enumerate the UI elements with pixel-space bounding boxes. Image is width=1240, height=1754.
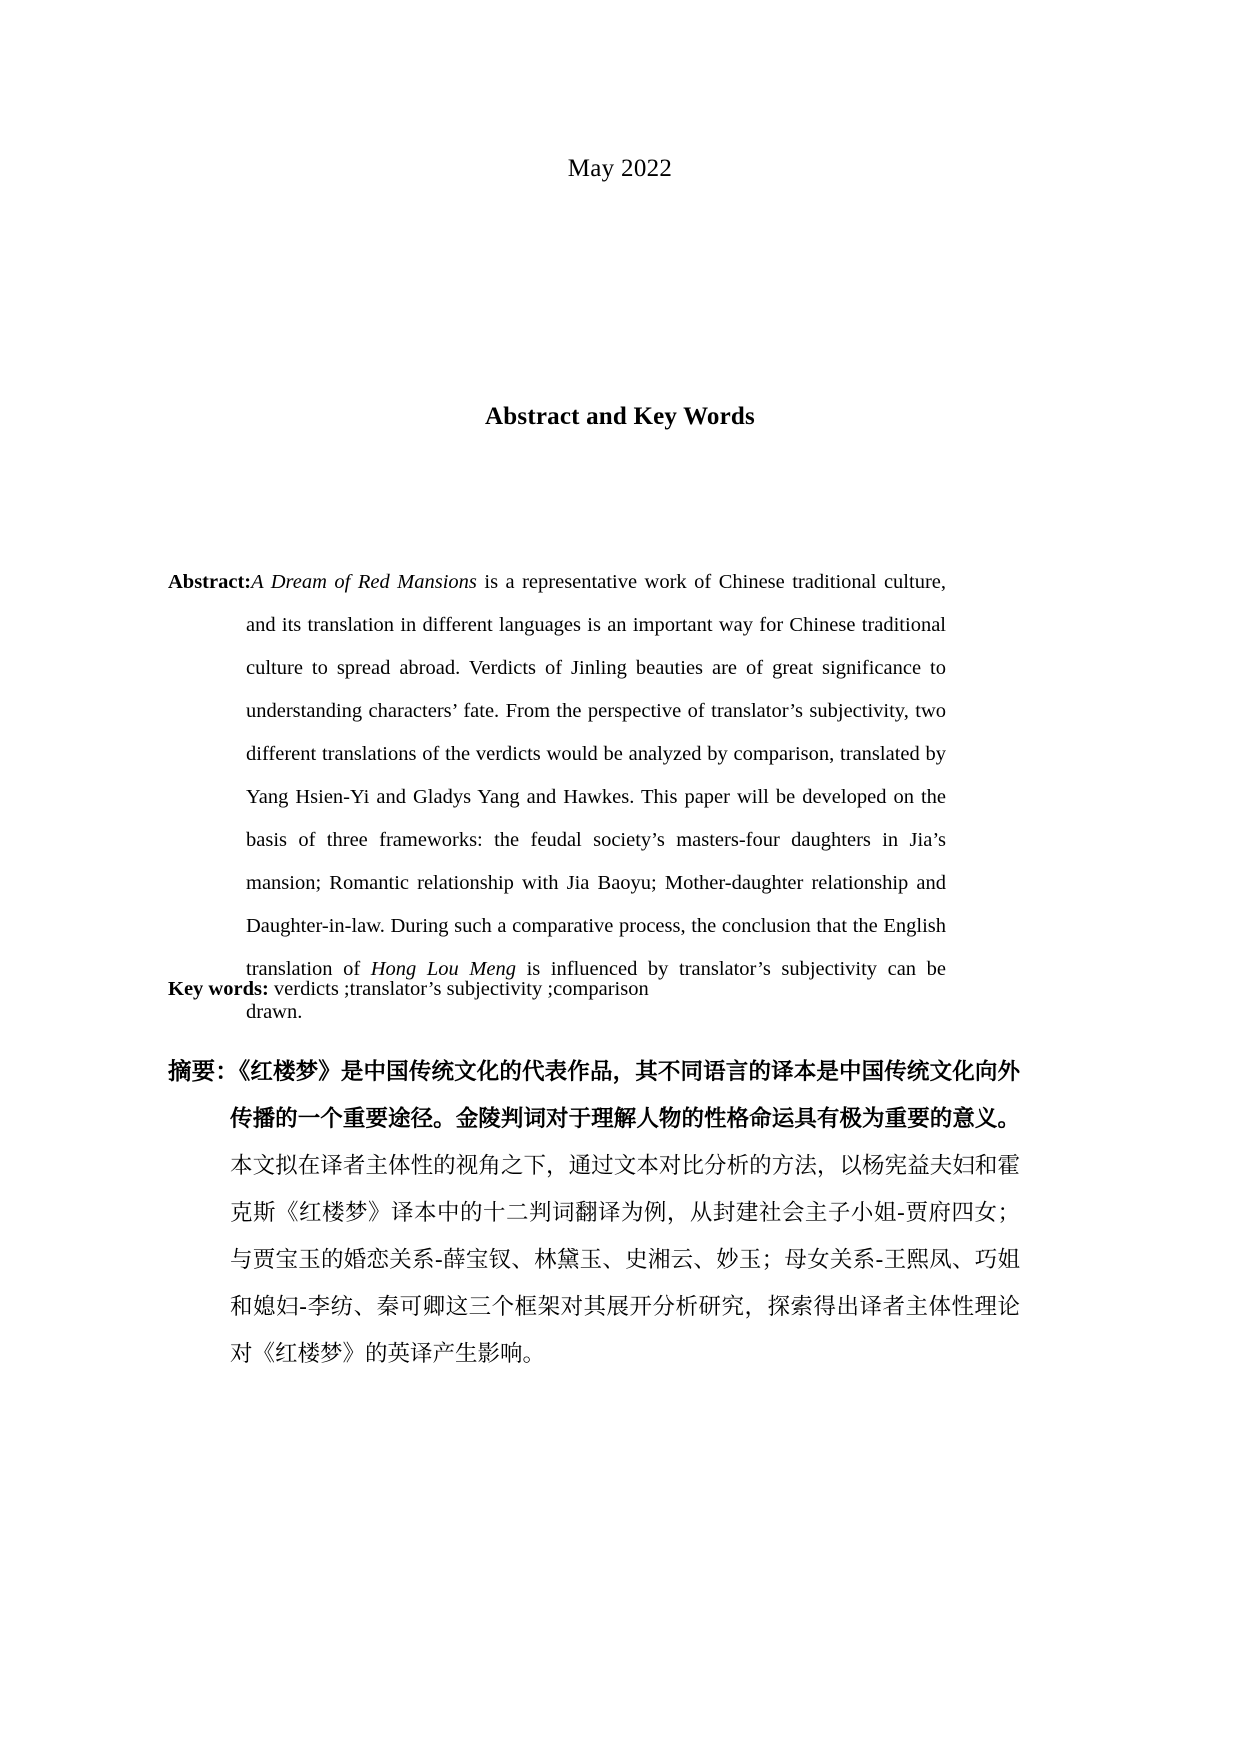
abstract-label: Abstract: bbox=[168, 570, 252, 593]
keywords-section bbox=[168, 972, 958, 1006]
keywords-value: verdicts ;translator’s subjectivity ;comparison bbox=[268, 978, 649, 1000]
abstract-work-title: A Dream of Red Mansions bbox=[251, 570, 477, 593]
page-title: Abstract and Key Words bbox=[485, 403, 755, 430]
chinese-abstract-rest: 本文拟在译者主体性的视角之下，通过文本对比分析的方法，以杨宪益夫妇和霍克斯《红楼梦》译本中的十二判词翻译为例，从封建社会主子小姐-贾府四女；与贾宝玉的婚恋关系-薛宝钗、林黛玉、史湘云、妙玉；母女关系-王熙凤、巧姐和媳妇-李纺、秦可卿这三个框架对其展开分析研究，探索得出译者主体性理论对《红楼梦》的英译产生影响。 bbox=[230, 1153, 1020, 1367]
date-line: May 2022 bbox=[567, 155, 673, 182]
chinese-abstract-bold: 《红楼梦》是中国传统文化的代表作品，其不同语言的译本是中国传统文化向外传播的一个重要途径。金陵判词对于理解人物的性格命运具有极为重要的意义。 bbox=[230, 1059, 1020, 1132]
chinese-abstract-label: 摘要： bbox=[168, 1057, 239, 1085]
abstract-paragraph bbox=[168, 561, 946, 1034]
chinese-abstract-section bbox=[168, 1048, 1020, 1378]
keywords-label: Key words: bbox=[168, 978, 269, 1000]
abstract-work-title-2: Hong Lou Meng bbox=[370, 957, 517, 980]
abstract-body-tail: is influenced by translator’s subjectivity can be drawn. bbox=[246, 957, 946, 1023]
abstract-body-text: is a representative work of Chinese traditional culture, and its translation in different languages is an important way for Chinese traditional culture to spread abroad. Verdicts of Jinling beauties are of great significance to understanding characters’ fate. From the perspective of translator’s subjectivity, two different translations of the verdicts would be analyzed by comparison, translated by Yang Hsien-Yi and Gladys Yang and Hawkes. This paper will be developed on the basis of three frameworks: the feudal society’s masters-four daughters in Jia’s mansion; Romantic relationship with Jia Baoyu; Mother-daughter relationship and Daughter-in-law. During such a comparative process, the conclusion that the English translation of bbox=[246, 570, 946, 980]
